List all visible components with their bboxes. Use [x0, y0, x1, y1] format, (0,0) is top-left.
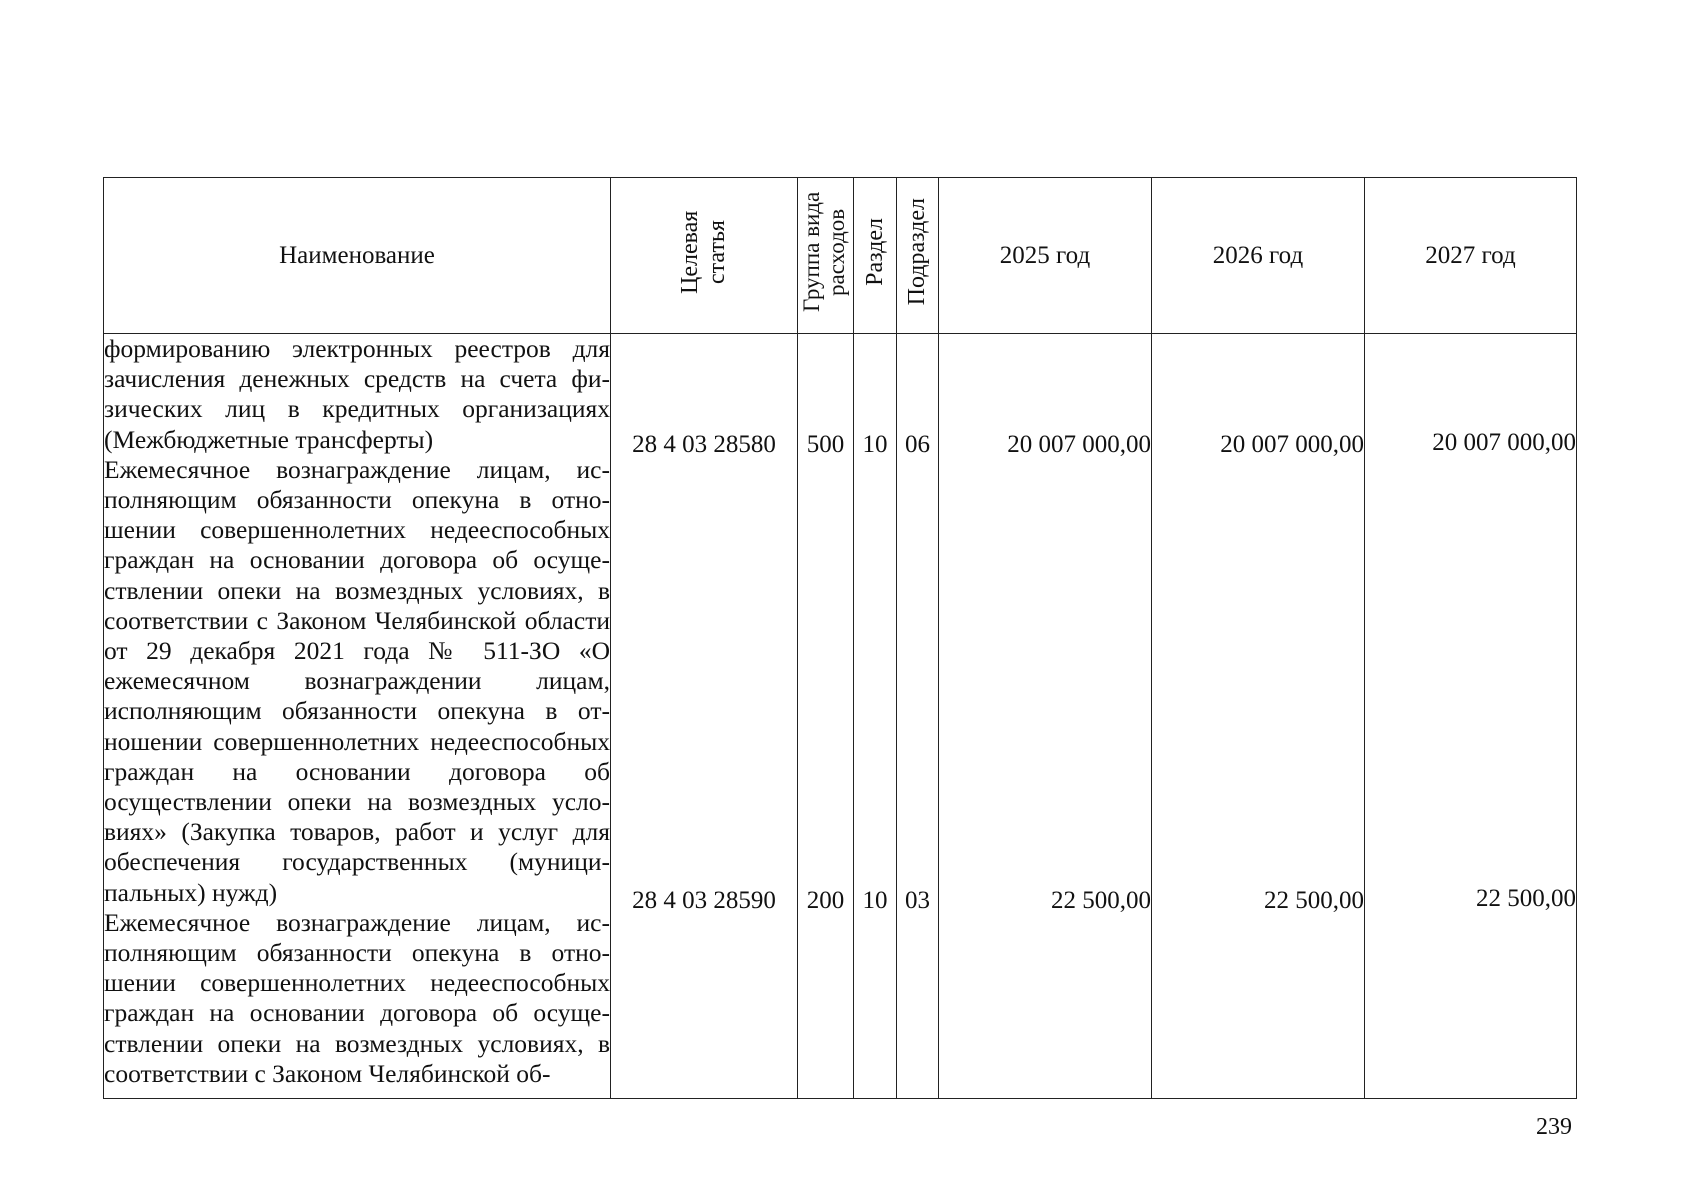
- row-target-article: 28 4 03 28580: [632, 431, 776, 458]
- header-target-article: Целевая статья: [611, 178, 798, 334]
- row-name: Ежемесячное вознаграждение лицам, исполняющим обязанности опекуна в отношении совершеннолетних недееспособных граждан на основании договора об осуществлении опеки на возмездных условиях, в соответствии с Законом Челябинской об-: [104, 907, 610, 1088]
- expense-group-cell: [798, 334, 854, 1099]
- page-number: 239: [1536, 1114, 1572, 1140]
- row-subsection: 06: [905, 431, 930, 458]
- row-section: 10: [862, 887, 888, 914]
- name-cell: [104, 334, 611, 1099]
- table-header-row: [104, 178, 1577, 334]
- row-name: Ежемесячное вознаграждение лицам, исполняющим обязанности опекуна в отношении совершеннолетних недееспособных граждан на основании договора об осуществлении опеки на возмездных условиях, в соответствии с Законом Челябинской области от 29 декабря 2021 года № 511-ЗО «О ежемесячном вознаграждении лицам, исполняющим обязанности опекуна в отношении совершеннолетних недееспособных граждан на основании договора об осуществлении опеки на возмездных условиях» (Закупка товаров, работ и услуг для обеспечения государственных (муниципальных) нужд): [104, 454, 610, 907]
- header-subsection: Подраздел: [897, 178, 939, 334]
- table-row: [104, 334, 1577, 1099]
- row-expense-group: 200: [806, 887, 845, 914]
- budget-table: [103, 177, 1577, 1099]
- row-year-2027: 22 500,00: [1476, 885, 1576, 912]
- row-subsection: 03: [905, 887, 930, 914]
- row-year-2025: 22 500,00: [1051, 887, 1151, 914]
- section-cell: [854, 334, 897, 1099]
- row-year-2026: 22 500,00: [1264, 887, 1364, 914]
- year-2025-cell: [939, 334, 1152, 1099]
- row-section: 10: [862, 431, 888, 458]
- row-name: формированию электронных реестров для зачисления денежных средств на счета физических лиц в кредитных организациях (Межбюджетные трансферты): [104, 334, 610, 454]
- row-expense-group: 500: [806, 431, 845, 458]
- header-expense-group: Группа вида расходов: [798, 178, 854, 334]
- year-2026-cell: [1152, 334, 1365, 1099]
- target-article-cell: [611, 334, 798, 1099]
- subsection-cell: [897, 334, 939, 1099]
- header-year-2027: 2027 год: [1365, 178, 1577, 334]
- header-name: Наименование: [104, 178, 611, 334]
- row-year-2027: 20 007 000,00: [1432, 429, 1576, 456]
- row-year-2025: 20 007 000,00: [1007, 431, 1151, 458]
- row-target-article: 28 4 03 28590: [632, 887, 776, 914]
- header-section: Раздел: [854, 178, 897, 334]
- year-2027-cell: [1365, 334, 1577, 1099]
- header-year-2025: 2025 год: [939, 178, 1152, 334]
- header-year-2026: 2026 год: [1152, 178, 1365, 334]
- row-year-2026: 20 007 000,00: [1220, 431, 1364, 458]
